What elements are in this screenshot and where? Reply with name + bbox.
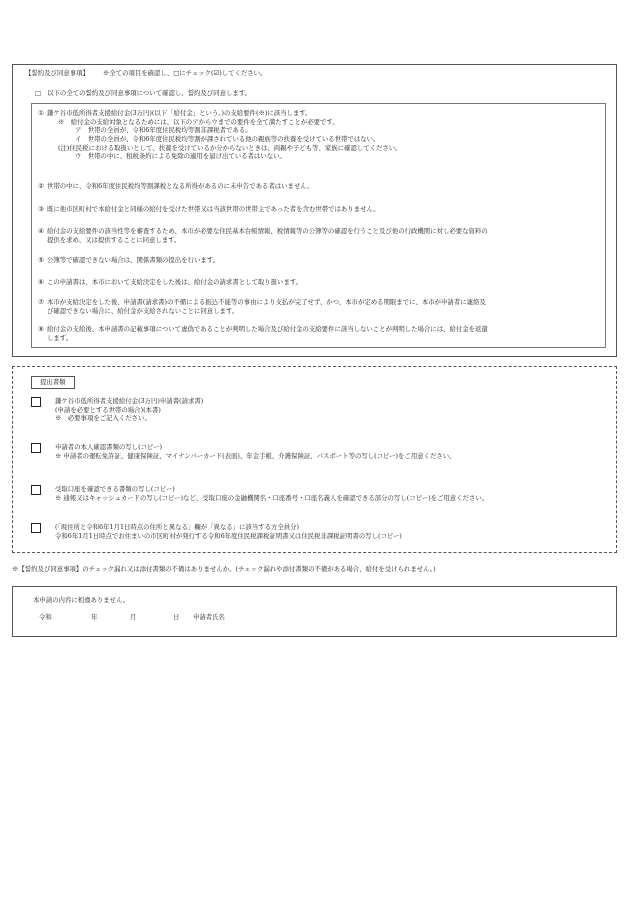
- document-title: 受取口座を確認できる書類の写し(コピー): [55, 485, 175, 493]
- consent-item: [36, 227, 601, 244]
- day-label: 日: [173, 613, 180, 621]
- declaration-section: [12, 586, 617, 637]
- item-text: 世帯の中に、令和6年度住民税均等割課税となる所得があるのに未申告である者はいません。: [47, 182, 314, 190]
- document-note: ※ 申請者の運転免許証、健康保険証、マイナンバーカード(表面)、年金手帳、介護保険証、パスポート等の写し(コピー)をご用意ください。: [55, 451, 456, 460]
- item-text: 本市が支給決定をした後、申請書(請求書)の不備による振込不能等の事由により支払が完了せず、かつ、本市が定める期限までに、本市が申請者に連絡及: [47, 298, 486, 306]
- document-checkbox[interactable]: [31, 485, 41, 495]
- document-line: 令和6年1月1日時点でお住まいの市区町村が発行する令和6年度住民税課税証明書又は住民税非課税証明書の写し(コピー): [55, 531, 402, 540]
- item-text: び確認できない場合に、給付金が支給されないことに同意します。: [47, 306, 239, 315]
- item-number: ⑧: [38, 325, 44, 333]
- consent-section: [12, 64, 617, 357]
- consent-items-box: [31, 103, 606, 348]
- consent-all-checkbox[interactable]: □: [35, 89, 42, 97]
- documents-section: [12, 366, 617, 553]
- item-subitem: ア 世帯の全員が、令和6年度住民税均等割非課税者である。: [75, 126, 252, 135]
- item-subitem: イ 世帯の全員が、令和6年度住民税均等割が課されている他の親族等の扶養を受けている世帯ではない。: [75, 134, 380, 143]
- item-text: 給付金の支給要件の該当性等を審査するため、本市が必要な住民基本台帳情報、税情報等の公簿等の確認を行うこと及び他の行政機関に対し必要な資料の: [47, 227, 488, 235]
- item-text: 公簿等で確認できない場合は、関係書類の提出を行います。: [47, 256, 220, 264]
- item-subitem: ウ 世帯の中に、租税条約による免除の適用を届け出ている者はいない。: [75, 152, 286, 161]
- item-number: ④: [38, 227, 44, 235]
- document-title: 鎌ケ谷市低所得者支援給付金(3万円)申請書(請求書): [55, 397, 204, 405]
- item-note: ※ 給付金の支給対象となるためには、以下のアからウまでの要件を全て満たすことが必要です。: [58, 117, 339, 126]
- item-subnote: (注)住民税における取扱いとして、扶養を受けているか分からないときは、両親や子ども等、家族に確認してください。: [58, 143, 402, 152]
- document-checkbox[interactable]: [31, 443, 41, 453]
- consent-item: [36, 182, 601, 191]
- document-checkbox[interactable]: [31, 523, 41, 533]
- item-number: ③: [38, 205, 44, 213]
- consent-header: [25, 69, 266, 78]
- item-text: 既に他市区町村で本給付金と同様の給付を受けた世帯又は当該世帯の世帯主であった者を含む世帯ではありません。: [47, 205, 380, 213]
- consent-item: [36, 109, 601, 161]
- document-item: [31, 523, 606, 540]
- documents-tag: 提出書類: [31, 376, 75, 389]
- item-number: ⑥: [38, 278, 44, 286]
- consent-item: [36, 298, 601, 315]
- consent-item: [36, 205, 601, 214]
- consent-all-statement: 以下の全ての誓約及び同意事項について確認し、誓約及び同意します。: [47, 89, 252, 97]
- month-label: 月: [130, 613, 137, 621]
- year-label: 年: [91, 613, 98, 621]
- item-number: ①: [38, 109, 44, 117]
- document-item: [31, 397, 606, 423]
- document-item: [31, 443, 606, 460]
- item-text: 給付金の支給後、本申請書の記載事項について虚偽であることが判明した場合及び給付金の支給要件に該当しないことが判明した場合には、給付金を返還: [47, 325, 488, 333]
- declaration-text: 本申請の内容に相違ありません。: [33, 596, 130, 604]
- item-text: この申請書は、本市において支給決定をした後は、給付金の請求書として取り扱います。: [47, 278, 303, 286]
- document-item: [31, 485, 606, 502]
- consent-item: [36, 256, 601, 265]
- consent-instruction: ※全ての項目を確認し、□にチェック(☑)してください。: [102, 69, 267, 77]
- document-title: (「現住所と令和6年1月1日時点の住所と異なる」欄が「異なる」に該当する方全員分): [55, 523, 300, 531]
- document-title: 申請者の本人確認書類の写し(コピー): [55, 443, 162, 451]
- warning-note: ※【誓約及び同意事項】のチェック漏れ又は添付書類の不備はありませんか。(チェック漏れや添付書類の不備がある場合、給付を受けられません。): [12, 565, 436, 573]
- item-text: します。: [47, 333, 73, 342]
- consent-title: 【誓約及び同意事項】: [25, 69, 89, 77]
- consent-all-row[interactable]: [35, 89, 251, 98]
- item-number: ⑦: [38, 298, 44, 306]
- item-text: 提供を求め、又は提供することに同意します。: [47, 235, 181, 244]
- document-note: ※ 必要事項をご記入ください。: [55, 414, 151, 423]
- applicant-name-label: 申請者氏名: [193, 613, 225, 621]
- consent-item: [36, 325, 601, 342]
- document-line: (申請を必要とする世帯の場合)(本書): [55, 405, 161, 414]
- document-note: ※ 通帳又はキャッシュカードの写し(コピー)など、受取口座の金融機関名・口座番号・口座名義人を確認できる部分の写し(コピー)をご用意ください。: [55, 493, 489, 502]
- document-checkbox[interactable]: [31, 397, 41, 407]
- item-number: ⑤: [38, 256, 44, 264]
- consent-item: [36, 278, 601, 287]
- era-label: 令和: [39, 613, 52, 621]
- item-text: 鎌ケ谷市低所得者支援給付金(3万円)(以下「給付金」という。)の支給要件(※)に該当します。: [47, 109, 312, 117]
- item-number: ②: [38, 182, 44, 190]
